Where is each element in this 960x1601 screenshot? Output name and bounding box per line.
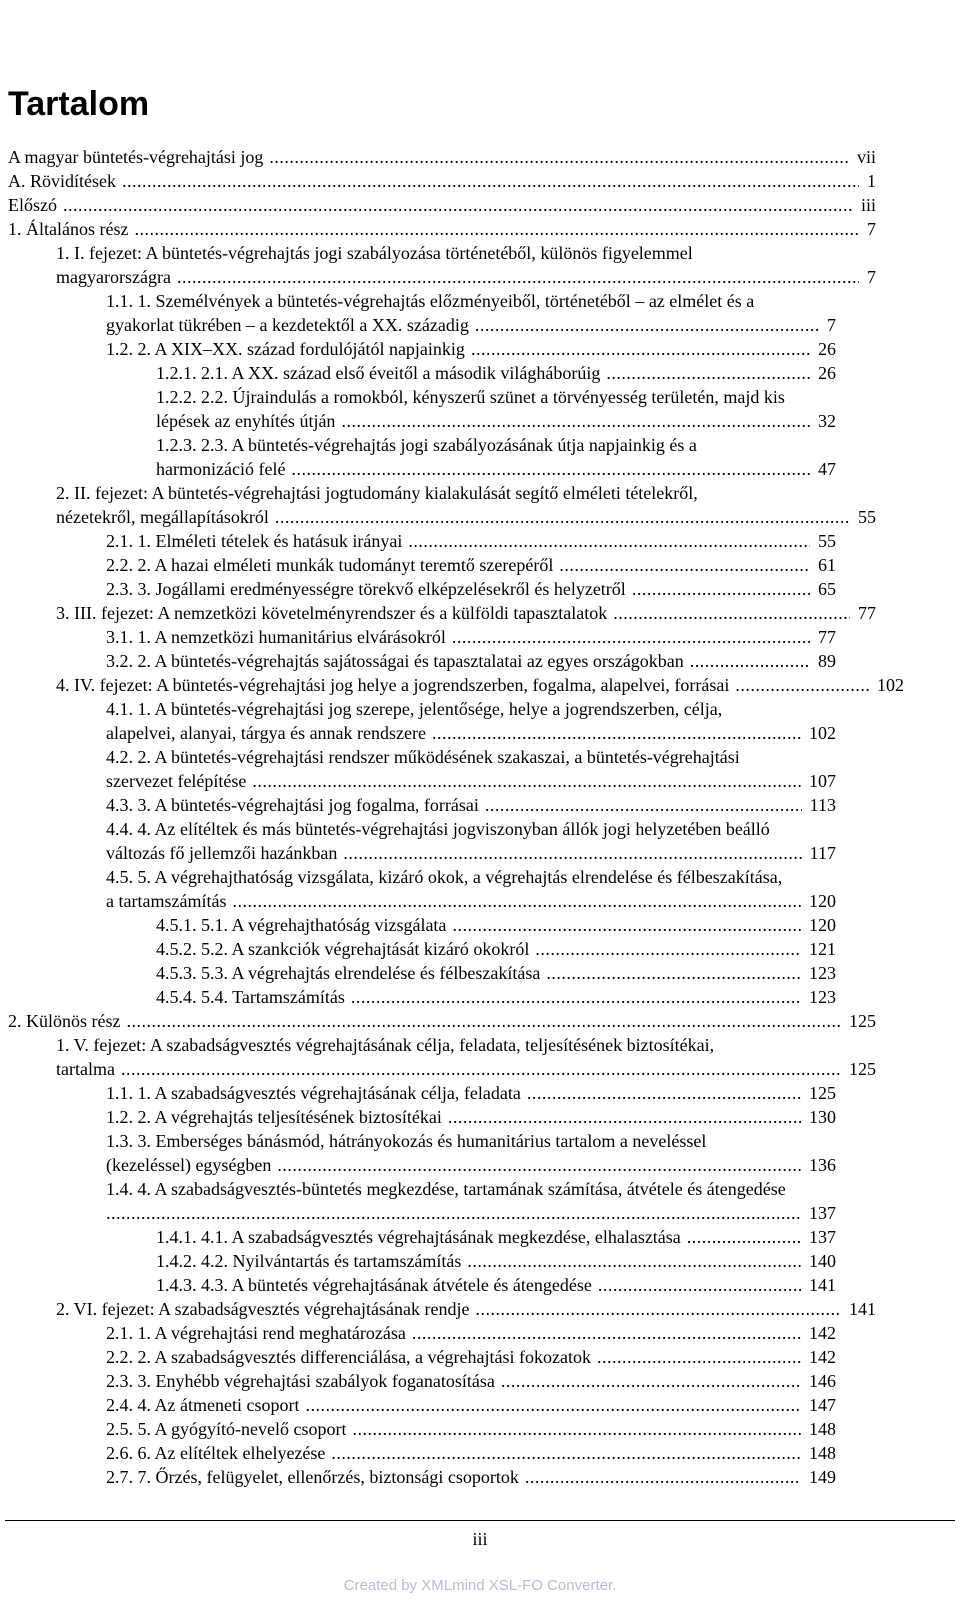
toc-entry-line <box>156 409 836 433</box>
toc-entry-text: 1.2. 2. A XIX–XX. század fordulójától napjainkig <box>106 339 465 359</box>
toc-entry[interactable] <box>106 625 836 649</box>
toc-entry-text: 1. I. fejezet: A büntetés-végrehajtás jogi szabályozása történetéből, különös figyelemmel <box>56 243 693 263</box>
toc-page-number: 61 <box>818 555 836 575</box>
toc-entry-text: 4.5.2. 5.2. A szankciók végrehajtását kizáró okokról <box>156 939 530 959</box>
toc-page-number: 55 <box>858 507 876 527</box>
toc-entry[interactable] <box>106 1441 836 1465</box>
toc-entry-line <box>106 841 836 865</box>
toc-entry-line <box>106 1369 836 1393</box>
toc-page-number: 120 <box>809 891 836 911</box>
toc-entry-line <box>156 985 836 1009</box>
dot-leader <box>343 841 801 865</box>
toc-entry-line <box>106 649 836 673</box>
toc-entry-line <box>56 601 876 625</box>
dot-leader <box>501 1369 801 1393</box>
dot-leader <box>613 601 850 625</box>
toc-entry[interactable] <box>106 1105 836 1129</box>
toc-entry[interactable] <box>106 1177 836 1225</box>
toc-entry[interactable] <box>106 649 836 673</box>
dot-leader <box>305 1393 801 1417</box>
toc-page-number: 65 <box>818 579 836 599</box>
toc-page-number: 125 <box>849 1059 876 1079</box>
dot-leader <box>252 769 801 793</box>
toc-page-number: 107 <box>809 771 836 791</box>
toc-entry-text: 4. IV. fejezet: A büntetés-végrehajtási jog helye a jogrendszerben, fogalma, alapelvei, forrásai <box>56 675 730 695</box>
toc-page-number: 7 <box>867 219 876 239</box>
dot-leader <box>63 193 853 217</box>
dot-leader <box>275 505 850 529</box>
toc-entry-text: A magyar büntetés-végrehajtási jog <box>8 147 264 167</box>
dot-leader <box>106 1201 801 1225</box>
toc-entry-text: Előszó <box>8 195 57 215</box>
dot-leader <box>687 1225 801 1249</box>
toc-entry-line <box>106 553 836 577</box>
toc-entry-line <box>106 625 836 649</box>
toc-entry-line <box>106 313 836 337</box>
toc-entry-line <box>106 769 836 793</box>
toc-entry-text: 3. III. fejezet: A nemzetközi követelményrendszer és a külföldi tapasztalatok <box>56 603 608 623</box>
toc-entry-line <box>56 505 876 529</box>
toc-page-number: 26 <box>818 363 836 383</box>
dot-leader <box>467 1249 801 1273</box>
dot-leader <box>471 337 810 361</box>
toc-entry[interactable] <box>156 961 836 985</box>
toc-entry[interactable] <box>8 193 876 217</box>
toc-entry-text: 1.1. 1. Személvények a büntetés-végrehajtás előzményeiből, történetéből – az elmélet és a <box>106 291 755 311</box>
toc-entry[interactable] <box>56 1033 876 1081</box>
footer-page-number: iii <box>472 1529 488 1549</box>
toc-entry[interactable] <box>56 601 876 625</box>
toc-entry[interactable] <box>56 241 876 289</box>
toc-entry-line <box>106 793 836 817</box>
toc-entry-line <box>106 1153 836 1177</box>
toc-page-number: 117 <box>809 843 836 863</box>
toc-page-number: 140 <box>809 1251 836 1271</box>
toc-entry-text: 2. II. fejezet: A büntetés-végrehajtási jogtudomány kialakulását segítő elméleti tételekről, <box>56 483 698 503</box>
toc-entry[interactable] <box>106 577 836 601</box>
toc-page-number: 136 <box>809 1155 836 1175</box>
toc-entry-line <box>156 913 836 937</box>
toc-entry-text: gyakorlat tükrében – a kezdetektől a XX. századig <box>106 315 469 335</box>
toc-entry-text: 2. Különös rész <box>8 1011 121 1031</box>
toc-entry-text: 1.2.3. 2.3. A büntetés-végrehajtás jogi szabályozásának útja napjainkig és a <box>156 435 697 455</box>
toc-entry[interactable] <box>156 937 836 961</box>
toc-entry[interactable] <box>156 1273 836 1297</box>
toc-entry-text: 4.2. 2. A büntetés-végrehajtási rendszer működésének szakaszai, a büntetés-végrehajtási <box>106 747 740 767</box>
toc-entry-text: 3.2. 2. A büntetés-végrehajtás sajátosságai és tapasztalatai az egyes országokban <box>106 651 684 671</box>
toc-page-number: 123 <box>809 963 836 983</box>
toc-entry-line <box>106 1321 836 1345</box>
toc-entry-text: szervezet felépítése <box>106 771 247 791</box>
toc-entry-line <box>56 265 876 289</box>
toc-entry-line <box>156 361 836 385</box>
toc-entry[interactable] <box>8 145 876 169</box>
toc-entry-line <box>106 1465 836 1489</box>
toc-entry-line <box>106 577 836 601</box>
toc-entry-text: 1.2.2. 2.2. Újraindulás a romokból, kényszerű szünet a törvényesség területén, majd kis <box>156 387 785 407</box>
toc-entry[interactable] <box>8 1009 876 1033</box>
toc-page-number: 147 <box>809 1395 836 1415</box>
toc-entry[interactable] <box>106 1393 836 1417</box>
toc-entry-line <box>106 1081 836 1105</box>
toc-page-number: 130 <box>809 1107 836 1127</box>
toc-entry[interactable] <box>106 793 836 817</box>
toc-entry-text: 4.4. 4. Az elítéltek és más büntetés-végrehajtási jogviszonyban állók jogi helyzetében beálló <box>106 819 770 839</box>
toc-entry[interactable] <box>156 1225 836 1249</box>
toc-entry[interactable] <box>106 1129 836 1177</box>
dot-leader <box>122 169 859 193</box>
toc-page-number: 120 <box>809 915 836 935</box>
toc-entry-line <box>106 1417 836 1441</box>
dot-leader <box>277 1153 801 1177</box>
dot-leader <box>291 457 810 481</box>
dot-leader <box>690 649 810 673</box>
toc-entry[interactable] <box>106 865 836 913</box>
toc-entry-text: 1.1. 1. A szabadságvesztés végrehajtásának célja, feladata <box>106 1083 521 1103</box>
toc-page-number: 141 <box>809 1275 836 1295</box>
toc-page-number: 148 <box>809 1419 836 1439</box>
toc-entry[interactable] <box>156 361 836 385</box>
toc-entry-text: 1.3. 3. Emberséges bánásmód, hátrányokozás és humanitárius tartalom a neveléssel <box>106 1131 707 1151</box>
dot-leader <box>546 961 801 985</box>
toc-entry-text: 2.6. 6. Az elítéltek elhelyezése <box>106 1443 326 1463</box>
toc-entry-line <box>156 961 836 985</box>
toc-entry-text: 4.1. 1. A büntetés-végrehajtási jog szerepe, jelentősége, helye a jogrendszerben, célja, <box>106 699 723 719</box>
toc-entry[interactable] <box>156 913 836 937</box>
dot-leader <box>448 1105 801 1129</box>
toc-entry-text: változás fő jellemzői hazánkban <box>106 843 338 863</box>
toc-entry-line <box>56 1297 876 1321</box>
toc-entry-text: 2.5. 5. A gyógyító-nevelő csoport <box>106 1419 347 1439</box>
toc-entry-text: 2.2. 2. A hazai elméleti munkák tudományt teremtő szerepéről <box>106 555 554 575</box>
toc-page-number: 77 <box>858 603 876 623</box>
toc-entry[interactable] <box>106 1081 836 1105</box>
dot-leader <box>485 793 802 817</box>
toc-entry-text: 1. V. fejezet: A szabadságvesztés végrehajtásának célja, feladata, teljesítésének biztosítékai, <box>56 1035 715 1055</box>
dot-leader <box>475 313 819 337</box>
toc-entry[interactable] <box>106 337 836 361</box>
toc-entry-text: harmonizáció felé <box>156 459 286 479</box>
dot-leader <box>525 1465 801 1489</box>
dot-leader <box>452 913 801 937</box>
toc-entry-text: (kezeléssel) egységben <box>106 1155 272 1175</box>
toc-entry-text: alapelvei, alanyai, tárgya és annak rendszere <box>106 723 427 743</box>
toc-entry[interactable] <box>156 385 836 433</box>
toc-entry-text: nézetekről, megállapításokról <box>56 507 269 527</box>
toc-page-number: 123 <box>809 987 836 1007</box>
toc-page-number: 137 <box>809 1203 836 1223</box>
dot-leader <box>535 937 801 961</box>
dot-leader <box>408 529 810 553</box>
toc-entry-line <box>106 1201 836 1225</box>
toc-page-number: 77 <box>818 627 836 647</box>
toc-page-number: 89 <box>818 651 836 671</box>
toc-entry-line <box>106 337 836 361</box>
toc-entry[interactable] <box>106 553 836 577</box>
toc-entry-text: 4.5. 5. A végrehajthatóság vizsgálata, kizáró okok, a végrehajtás elrendelése és félbeszakítása, <box>106 867 783 887</box>
toc-page-number: 148 <box>809 1443 836 1463</box>
toc-page-number: 121 <box>809 939 836 959</box>
toc-entry-text: 1.2.1. 2.1. A XX. század első éveitől a második világháborúig <box>156 363 601 383</box>
toc-entry-line <box>156 457 836 481</box>
dot-leader <box>527 1081 801 1105</box>
toc-entry-line <box>56 673 904 697</box>
dot-leader <box>412 1321 801 1345</box>
toc-entry-text: 2.4. 4. Az átmeneti csoport <box>106 1395 300 1415</box>
toc-entry-text: 2.7. 7. Őrzés, felügyelet, ellenőrzés, biztonsági csoportok <box>106 1467 519 1487</box>
dot-leader <box>269 145 849 169</box>
toc-entry-line <box>56 1057 876 1081</box>
toc-entry[interactable] <box>56 1297 876 1321</box>
toc-page-number: 7 <box>827 315 836 335</box>
dot-leader <box>432 721 801 745</box>
toc-page-number: 125 <box>849 1011 876 1031</box>
toc-entry[interactable] <box>106 1465 836 1489</box>
toc-entry-text: 1.4.3. 4.3. A büntetés végrehajtásának átvétele és átengedése <box>156 1275 592 1295</box>
toc-entry-text: 1.4.1. 4.1. A szabadságvesztés végrehajtásának megkezdése, elhalasztása <box>156 1227 681 1247</box>
toc-entry-text: 2.1. 1. A végrehajtási rend meghatározása <box>106 1323 406 1343</box>
toc-entry-text: 2.2. 2. A szabadságvesztés differenciálása, a végrehajtási fokozatok <box>106 1347 591 1367</box>
toc-page-number: 146 <box>809 1371 836 1391</box>
toc-entry[interactable] <box>106 1417 836 1441</box>
toc-entry[interactable] <box>8 169 876 193</box>
toc-entry-line <box>156 1225 836 1249</box>
dot-leader <box>632 577 810 601</box>
toc-entry-line <box>106 721 836 745</box>
toc-entry-line <box>8 145 876 169</box>
credit-prefix: Created by <box>343 1577 418 1594</box>
toc-entry-text: 1. Általános rész <box>8 219 129 239</box>
toc-entry-line <box>106 1393 836 1417</box>
toc-entry-line <box>156 1273 836 1297</box>
toc-entry[interactable] <box>106 529 836 553</box>
toc-page-number: 32 <box>818 411 836 431</box>
dot-leader <box>559 553 810 577</box>
credit-tool: XMLmind XSL-FO Converter. <box>421 1577 617 1594</box>
toc-page-number: 113 <box>809 795 836 815</box>
toc-entry-line <box>8 169 876 193</box>
dot-leader <box>121 1057 841 1081</box>
toc-entry-line <box>8 193 876 217</box>
toc-entry[interactable] <box>106 745 836 793</box>
toc-entry-text: tartalma <box>56 1059 115 1079</box>
toc-entry-text: 4.5.1. 5.1. A végrehajthatóság vizsgálata <box>156 915 447 935</box>
toc-entry-line <box>156 1249 836 1273</box>
toc-page-number: 142 <box>809 1323 836 1343</box>
toc-entry-line <box>106 529 836 553</box>
toc-page-number: iii <box>860 195 876 215</box>
toc-entry-text: A. Rövidítések <box>8 171 116 191</box>
toc-entry-text: 1.4. 4. A szabadságvesztés-büntetés megkezdése, tartamának számítása, átvétele és átengedése <box>106 1179 786 1199</box>
dot-leader <box>476 1297 842 1321</box>
dot-leader <box>341 409 810 433</box>
generator-credit <box>0 1576 960 1596</box>
toc-entry-text: magyarországra <box>56 267 171 287</box>
page-title: Tartalom <box>8 85 150 123</box>
dot-leader <box>351 985 801 1009</box>
toc-entry[interactable] <box>56 673 904 697</box>
toc-entry[interactable] <box>156 433 836 481</box>
dot-leader <box>352 1417 801 1441</box>
toc-entry[interactable] <box>156 1249 836 1273</box>
dot-leader <box>331 1441 801 1465</box>
toc-page-number: 102 <box>809 723 836 743</box>
footer-divider <box>5 1520 955 1521</box>
dot-leader <box>735 673 869 697</box>
toc-entry[interactable] <box>106 1345 836 1369</box>
toc-entry-line <box>106 1105 836 1129</box>
dot-leader <box>606 361 810 385</box>
toc-entry[interactable] <box>106 817 836 865</box>
toc-page-number: 125 <box>809 1083 836 1103</box>
toc-page-number: 142 <box>809 1347 836 1367</box>
toc-entry-text: 1.4.2. 4.2. Nyilvántartás és tartamszámítás <box>156 1251 462 1271</box>
toc-entry-line <box>106 1345 836 1369</box>
toc-entry-text: 1.2. 2. A végrehajtás teljesítésének biztosítékai <box>106 1107 442 1127</box>
toc-entry-text: lépések az enyhítés útján <box>156 411 336 431</box>
toc-entry[interactable] <box>106 697 836 745</box>
toc-entry-text: 2. VI. fejezet: A szabadságvesztés végrehajtásának rendje <box>56 1299 470 1319</box>
dot-leader <box>134 217 859 241</box>
toc-page-number: 102 <box>877 675 904 695</box>
toc-entry[interactable] <box>156 985 836 1009</box>
toc-page-number: 55 <box>818 531 836 551</box>
toc-page-number: 7 <box>867 267 876 287</box>
toc-page-number: 26 <box>818 339 836 359</box>
toc-page-number: 141 <box>849 1299 876 1319</box>
toc-page-number: 149 <box>809 1467 836 1487</box>
toc-page-number: vii <box>856 147 876 167</box>
toc-entry-line <box>106 889 836 913</box>
toc-entry-text: 4.5.4. 5.4. Tartamszámítás <box>156 987 345 1007</box>
toc-entry-text: 2.3. 3. Jogállami eredményességre törekvő elképzelésekről és helyzetről <box>106 579 626 599</box>
dot-leader <box>452 625 810 649</box>
toc-entry[interactable] <box>106 289 836 337</box>
toc-entry-line <box>8 217 876 241</box>
toc-entry-text: 2.3. 3. Enyhébb végrehajtási szabályok foganatosítása <box>106 1371 495 1391</box>
toc-entry[interactable] <box>106 1321 836 1345</box>
toc-page-number: 47 <box>818 459 836 479</box>
dot-leader <box>597 1345 801 1369</box>
toc-entry-text: 2.1. 1. Elméleti tételek és hatásuk irányai <box>106 531 403 551</box>
toc-page-number: 137 <box>809 1227 836 1247</box>
toc-entry[interactable] <box>56 481 876 529</box>
toc-page-number: 1 <box>867 171 876 191</box>
toc-entry-line <box>106 1441 836 1465</box>
toc-entry-line <box>156 937 836 961</box>
toc-entry-text: 4.3. 3. A büntetés-végrehajtási jog fogalma, forrásai <box>106 795 479 815</box>
dot-leader <box>232 889 801 913</box>
toc-entry-text: 3.1. 1. A nemzetközi humanitárius elvárásokról <box>106 627 446 647</box>
dot-leader <box>126 1009 841 1033</box>
toc-entry[interactable] <box>8 217 876 241</box>
toc-entry-line <box>8 1009 876 1033</box>
toc-entry-text: a tartamszámítás <box>106 891 227 911</box>
toc-entry-text: 4.5.3. 5.3. A végrehajtás elrendelése és félbeszakítása <box>156 963 541 983</box>
toc-entry[interactable] <box>106 1369 836 1393</box>
dot-leader <box>177 265 859 289</box>
dot-leader <box>598 1273 801 1297</box>
